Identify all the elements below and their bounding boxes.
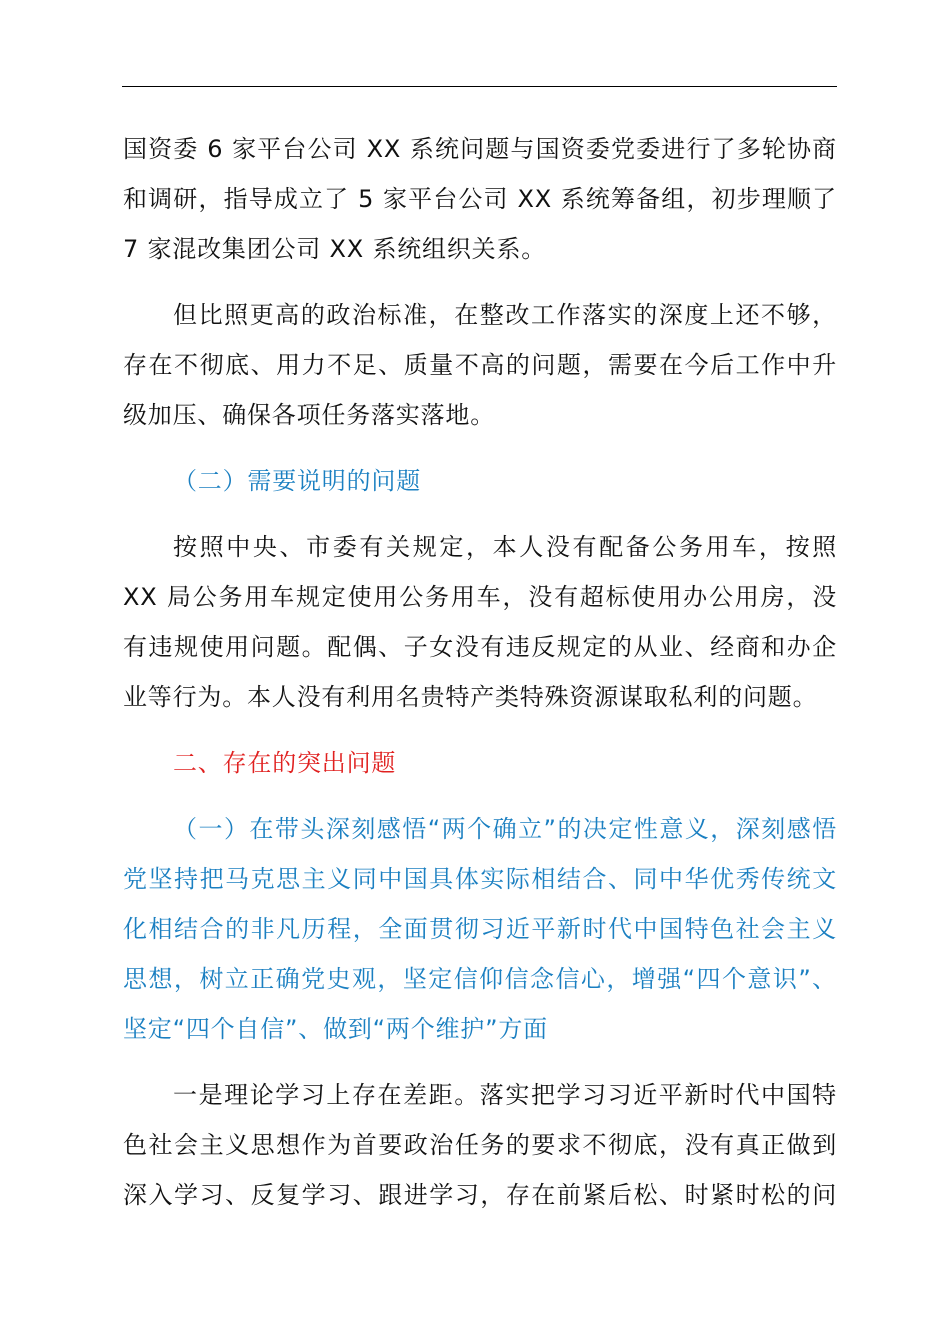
text-line: 和调研，指导成立了 5 家平台公司 XX 系统筹备组，初步理顺了 <box>123 185 837 213</box>
text-line: 级加压、确保各项任务落实落地。 <box>123 401 495 429</box>
text-line: 但比照更高的政治标准，在整改工作落实的深度上还不够， <box>173 301 837 329</box>
text-line: 国资委 6 家平台公司 XX 系统问题与国资委党委进行了多轮协商 <box>123 135 837 163</box>
document-body <box>123 124 837 1220</box>
section-subheading <box>123 804 837 1054</box>
subheading-line: 坚定“四个自信”、做到“两个维护”方面 <box>123 1015 548 1043</box>
paragraph-body <box>123 124 837 274</box>
text-line: 深入学习、反复学习、跟进学习，存在前紧后松、时紧时松的问 <box>123 1181 837 1209</box>
subheading-line: 思想，树立正确党史观，坚定信仰信念信心，增强“四个意识”、 <box>123 965 837 993</box>
text-line: 有违规使用问题。配偶、子女没有违反规定的从业、经商和办企 <box>123 633 837 661</box>
section-heading <box>123 738 837 788</box>
heading-line: 二、存在的突出问题 <box>173 749 397 777</box>
subheading-line: （二）需要说明的问题 <box>173 467 421 495</box>
text-line: XX 局公务用车规定使用公务用车，没有超标使用办公用房，没 <box>123 583 837 611</box>
paragraph-body <box>123 1070 837 1220</box>
subheading-line: （一）在带头深刻感悟“两个确立”的决定性意义，深刻感悟 <box>173 815 837 843</box>
subheading-line: 化相结合的非凡历程，全面贯彻习近平新时代中国特色社会主义 <box>123 915 837 943</box>
section-subheading <box>123 456 837 506</box>
text-line: 存在不彻底、用力不足、质量不高的问题，需要在今后工作中升 <box>123 351 837 379</box>
text-line: 按照中央、市委有关规定，本人没有配备公务用车，按照 <box>173 533 837 561</box>
text-line: 一是理论学习上存在差距。落实把学习习近平新时代中国特 <box>173 1081 837 1109</box>
paragraph-body <box>123 522 837 722</box>
subheading-line: 党坚持把马克思主义同中国具体实际相结合、同中华优秀传统文 <box>123 865 837 893</box>
header-rule <box>122 86 837 87</box>
text-line: 7 家混改集团公司 XX 系统组织关系。 <box>123 235 547 263</box>
text-line: 业等行为。本人没有利用名贵特产类特殊资源谋取私利的问题。 <box>123 683 818 711</box>
text-line: 色社会主义思想作为首要政治任务的要求不彻底，没有真正做到 <box>123 1131 837 1159</box>
paragraph-body <box>123 290 837 440</box>
